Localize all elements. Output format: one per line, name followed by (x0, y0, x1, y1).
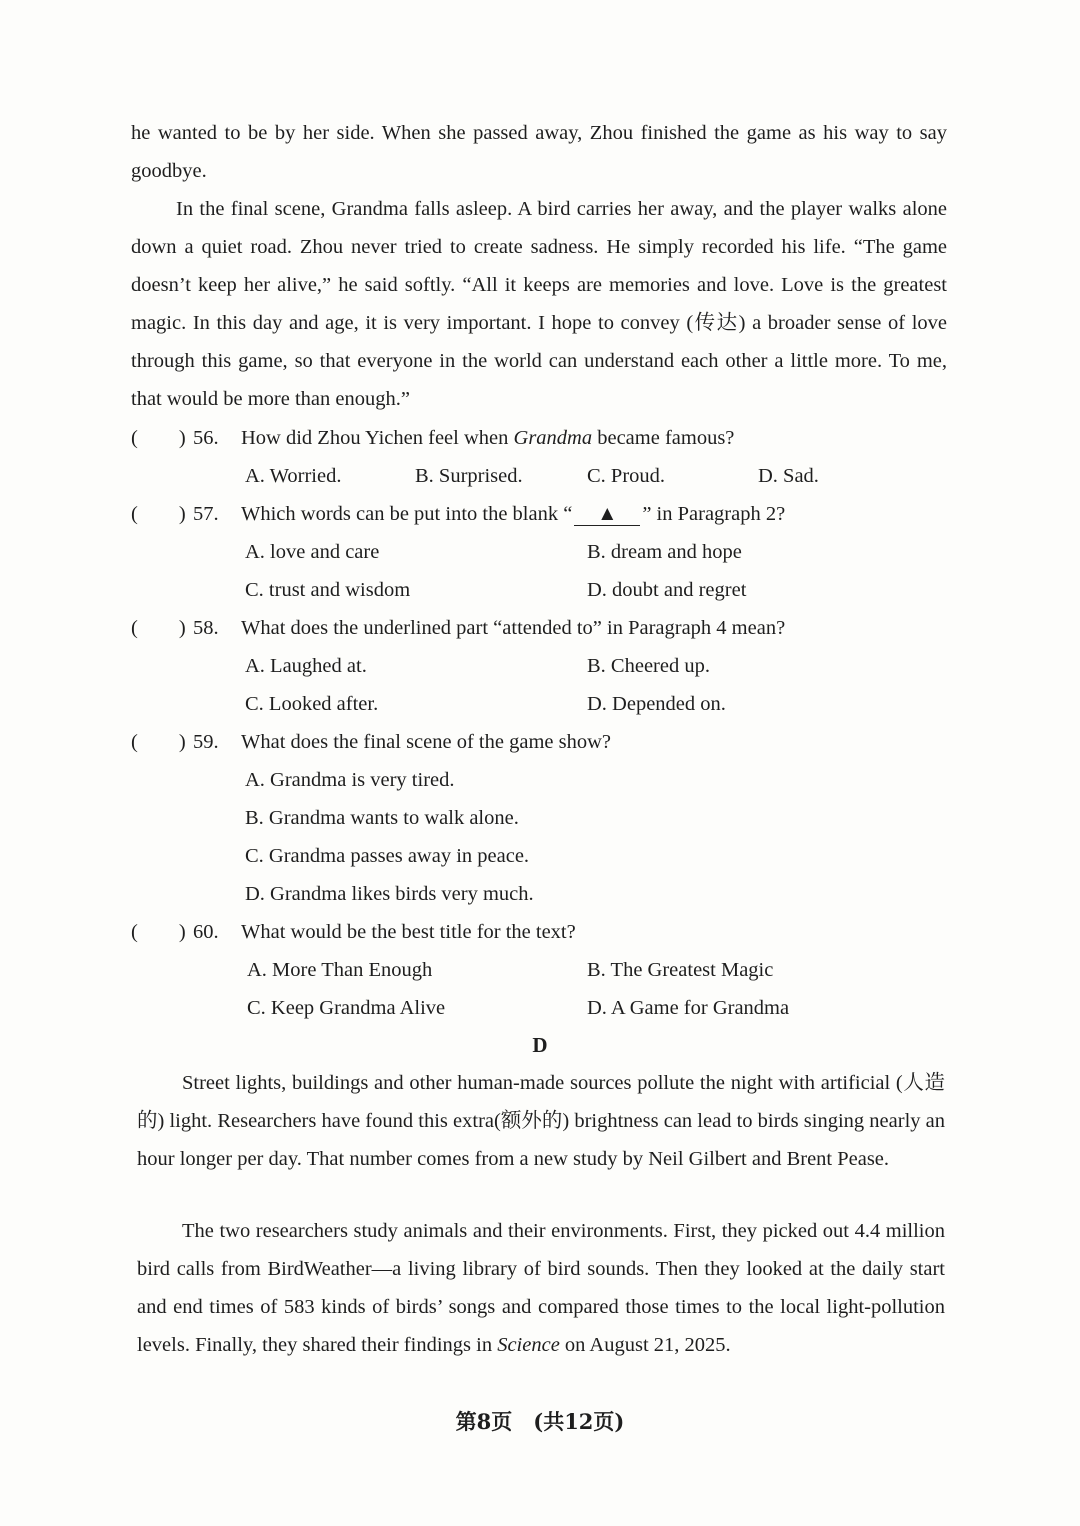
section-title: D (532, 1033, 548, 1057)
answer-blank-56[interactable]: ( ) (131, 427, 186, 449)
question-56 (131, 419, 951, 457)
option-56-d[interactable]: D. Sad. (758, 465, 819, 487)
option-56-a[interactable]: A. Worried. (245, 465, 342, 487)
answer-blank-60[interactable]: ( ) (131, 921, 186, 943)
question-58 (131, 609, 951, 647)
passage-paragraph-final-scene: In the final scene, Grandma falls asleep. A bird carries her away, and the player walks alone down a quiet road. Zhou never tried to create sadness. He simply recorded his life. “The game doesn’t keep her alive,” he said softly. “All it keeps are memories and love. Love is the greatest magic. In this day and age, it is very important. I hope to convey (传达) a broader sense of love through this game, so that everyone in the world can understand each other a little more. To me, that would be more than enough.” (131, 198, 947, 410)
answer-blank-58[interactable]: ( ) (131, 617, 186, 639)
option-57-c[interactable]: C. trust and wisdom (245, 579, 411, 601)
option-56-c[interactable]: C. Proud. (587, 465, 666, 487)
answer-blank-57[interactable]: ( ) (131, 503, 186, 525)
question-number: 58. (193, 617, 219, 639)
option-60-d[interactable]: D. A Game for Grandma (587, 997, 790, 1019)
option-58-d[interactable]: D. Depended on. (587, 693, 726, 715)
option-60-a[interactable]: A. More Than Enough (247, 959, 433, 981)
passage-d-paragraph-1: Street lights, buildings and other human-made sources pollute the night with artificial (人造的) light. Researchers have found this extra(额外的) brightness can lead to birds singing nearly an hour longer per day. That number comes from a new study by Neil Gilbert and Brent Pease. (137, 1072, 945, 1170)
option-57-b[interactable]: B. dream and hope (587, 541, 742, 563)
page-number-footer: 第8页 (共12页) (455, 1409, 625, 1434)
option-59-a[interactable]: A. Grandma is very tired. (245, 769, 455, 791)
question-stem: What would be the best title for the text? (241, 921, 576, 943)
question-59 (131, 723, 951, 761)
option-56-b[interactable]: B. Surprised. (415, 465, 523, 487)
question-number: 56. (193, 427, 219, 449)
option-59-d[interactable]: D. Grandma likes birds very much. (245, 883, 534, 905)
passage-d-paragraph-2: The two researchers study animals and their environments. First, they picked out 4.4 million bird calls from BirdWeather—a living library of bird sounds. Then they looked at the daily start and end times of 583 kinds of birds’ songs and compared those times to the local light-pollution levels. Finally, they shared their findings in Science on August 21, 2025. (137, 1220, 945, 1356)
option-58-c[interactable]: C. Looked after. (245, 693, 379, 715)
question-57 (131, 495, 951, 533)
passage-paragraph-end: he wanted to be by her side. When she passed away, Zhou finished the game as his way to say goodbye. (131, 122, 947, 182)
answer-blank-59[interactable]: ( ) (131, 731, 186, 753)
option-58-b[interactable]: B. Cheered up. (587, 655, 710, 677)
fill-blank-triangle: ▲ (574, 503, 640, 526)
question-stem: What does the underlined part “attended to” in Paragraph 4 mean? (241, 617, 786, 639)
question-number: 60. (193, 921, 219, 943)
question-number: 57. (193, 503, 219, 525)
option-60-c[interactable]: C. Keep Grandma Alive (247, 997, 446, 1019)
question-60 (131, 913, 951, 951)
question-number: 59. (193, 731, 219, 753)
question-stem: Which words can be put into the blank “ ▲ ” in Paragraph 2? (241, 503, 786, 525)
option-59-c[interactable]: C. Grandma passes away in peace. (245, 845, 530, 867)
option-60-b[interactable]: B. The Greatest Magic (587, 959, 774, 981)
question-stem: What does the final scene of the game show? (241, 731, 612, 753)
option-57-d[interactable]: D. doubt and regret (587, 579, 747, 601)
option-58-a[interactable]: A. Laughed at. (245, 655, 367, 677)
question-stem: How did Zhou Yichen feel when Grandma became famous? (241, 427, 735, 449)
option-59-b[interactable]: B. Grandma wants to walk alone. (245, 807, 519, 829)
option-57-a[interactable]: A. love and care (245, 541, 380, 563)
